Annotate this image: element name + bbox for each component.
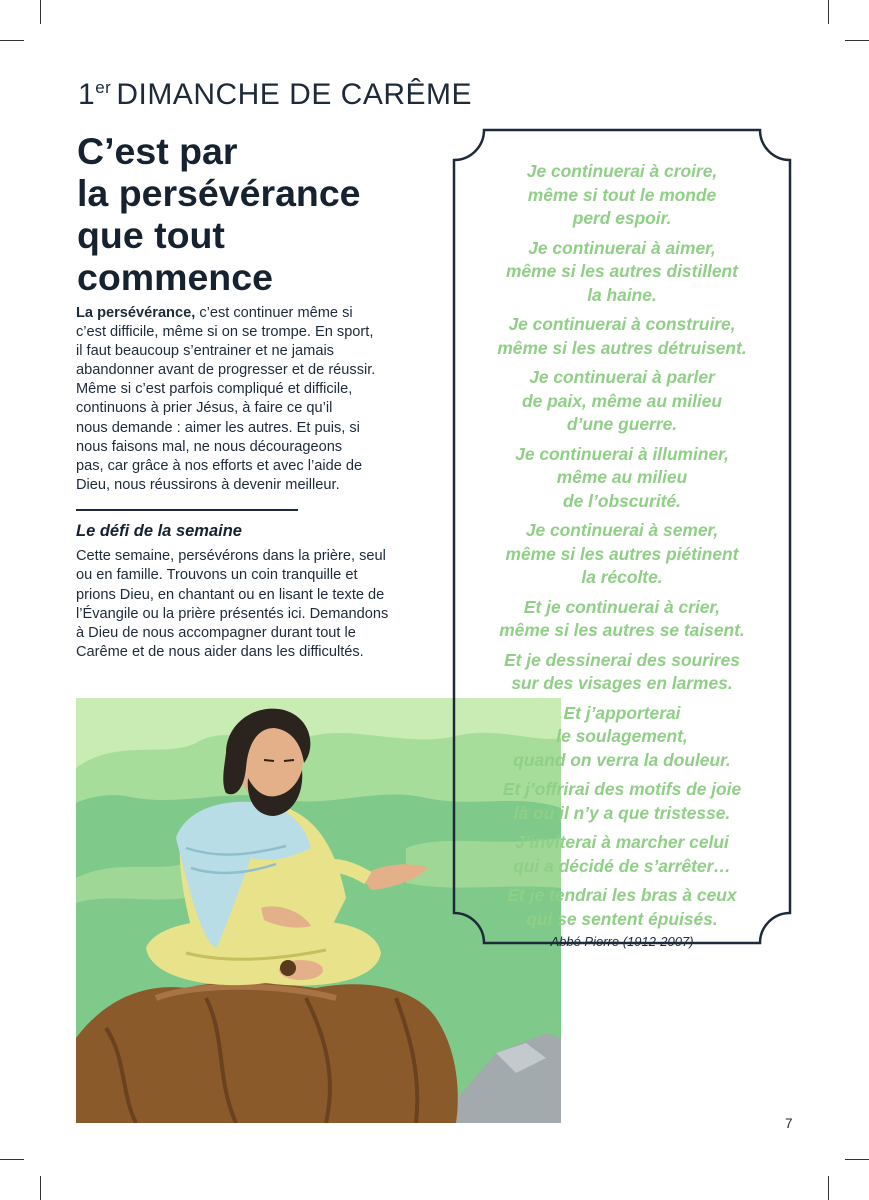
crop-mark [845,40,869,41]
title-line: C’est par [77,130,238,172]
header-superscript: er [95,78,112,97]
poem-line: de l’obscurité. [563,490,681,511]
poem-line: même si les autres détruisent. [497,337,747,358]
poem-stanza [462,778,782,825]
poem-line: sur des visages en larmes. [511,673,733,693]
poem-line: Et j’apporterai [563,702,681,723]
intro-line: c’est difficile, même si on se trompe. En sport, [76,324,374,341]
poem [462,160,782,937]
crop-mark [0,40,24,41]
poem-line: Je continuerai à construire, [508,314,736,334]
poem-line: Et je tendrai les bras à ceux [507,885,737,905]
poem-line: même si les autres distillent [506,261,738,281]
crop-mark [40,1176,41,1200]
intro-line: pas, car grâce à nos efforts et avec l’aide de [76,457,363,474]
crop-mark [828,0,829,24]
intro-line: Dieu, nous réussirons à devenir meilleur. [76,476,340,493]
crop-mark [828,1176,829,1200]
poem-line: quand on verra la douleur. [513,749,731,770]
poem-line: Je continuerai à semer, [525,520,719,540]
poem-author: Abbé Pierre (1912-2007) [550,934,694,949]
poem-line: d’une guerre. [566,414,678,434]
poem-line: même si tout le monde [527,184,717,205]
poem-stanza [462,366,782,437]
section-divider [76,509,298,511]
poem-line: perd espoir. [572,208,672,228]
title-line: commence [77,256,273,298]
poem-stanza [462,519,782,590]
poem-line: de paix, même au milieu [521,390,723,411]
poem-stanza [462,649,782,696]
intro-paragraph [76,304,398,495]
intro-line: il faut beaucoup s’entrainer et ne jamais [76,343,334,360]
crop-mark [0,1159,24,1160]
poem-line: qui se sentent épuisés. [526,908,718,929]
poem-line: là où il n’y a que tristesse. [513,802,731,823]
challenge-line: l’Évangile ou la prière présentés ici. Demandons [76,605,389,622]
challenge-line: Carême et de nous aider dans les difficultés. [76,644,364,661]
poem-line: même si les autres piétinent [505,543,739,564]
challenge-line: ou en famille. Trouvons un coin tranquille et [76,567,358,584]
title-line: la persévérance [77,172,361,214]
page-title [77,130,437,298]
intro-line: nous faisons mal, ne nous décourageons [76,438,343,455]
crop-mark [40,0,41,24]
poem-line: la haine. [587,284,657,305]
challenge-line: à Dieu de nous accompagner durant tout le [76,625,356,642]
poem-line: même si les autres se taisent. [499,620,745,640]
intro-line: abandonner avant de progresser et de réussir. [76,362,376,379]
challenge-line: prions Dieu, en chantant ou en lisant le texte de [76,586,385,603]
challenge-paragraph [76,547,406,663]
poem-stanza [462,596,782,643]
poem-line: le soulagement, [556,726,688,746]
poem-line: Je continuerai à parler [529,367,715,387]
poem-line: Je continuerai à illuminer, [515,443,729,464]
challenge-title: Le défi de la semaine [76,522,242,540]
intro-bold-lead: La persévérance, [76,305,196,321]
intro-first-line-rest: c’est continuer même si [195,305,353,321]
header-text: DIMANCHE DE CARÊME [116,78,473,111]
poem-stanza [462,831,782,878]
poem-line: même au milieu [556,467,688,487]
poem-line: Et je dessinerai des sourires [504,649,740,670]
poem-stanza [462,884,782,931]
poem-stanza [462,313,782,360]
intro-line-first [76,304,398,323]
header-number: 1 [78,78,96,111]
poem-stanza [462,160,782,231]
poem-line: Et j’offrirai des motifs de joie [502,779,742,799]
poem-stanza [462,443,782,514]
intro-line: nous demande : aimer les autres. Et puis, si [76,419,360,436]
poem-line: qui a décidé de s’arrêter… [513,855,731,876]
poem-line: J’inviterai à marcher celui [515,832,729,852]
poem-line: la récolte. [581,567,663,587]
poem-stanza [462,702,782,773]
poem-stanza [462,237,782,308]
page-header [78,78,472,112]
poem-line: Je continuerai à aimer, [528,237,716,258]
intro-line: continuons à prier Jésus, à faire ce qu’il [76,400,333,417]
page-number: 7 [785,1116,793,1131]
title-line: que tout [77,214,225,256]
crop-mark [845,1159,869,1160]
challenge-line: Cette semaine, persévérons dans la prière, seul [76,548,386,564]
intro-line: Même si c’est parfois compliqué et difficile, [76,381,353,398]
poem-line: Et je continuerai à crier, [523,596,721,617]
poem-line: Je continuerai à croire, [526,161,718,181]
rock [76,982,458,1123]
